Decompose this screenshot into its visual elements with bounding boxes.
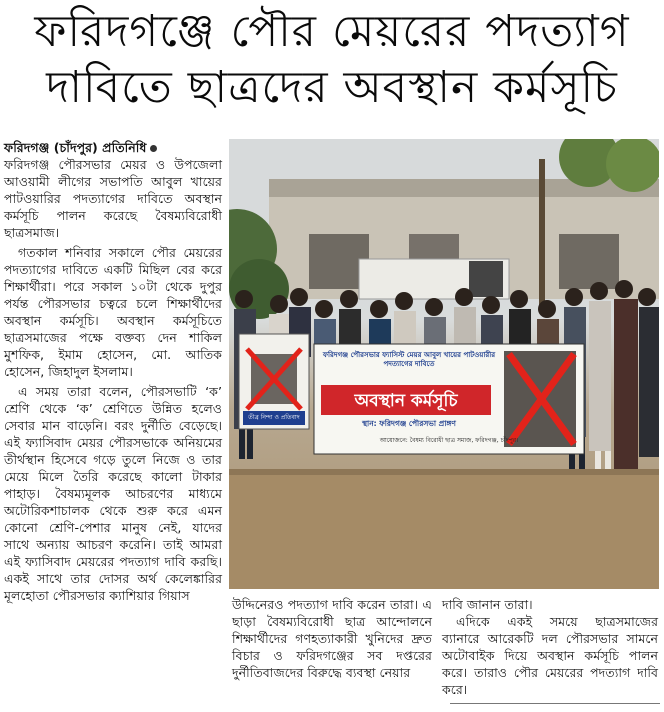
article-paragraph-2: গতকাল শনিবার সকালে পৌর মেয়রের পদত্যাগের দাবিতে একটি মিছিল বের করে শিক্ষার্থীরা। পরে সকাল ১০টা থেকে দুপুর পর্যন্ত পৌরসভার চত্বরে চলে শিক্ষার্থীদের অবস্থান কর্মসূচি। অবস্থান কর্মসূচিতে ছাত্রসমাজের পক্ষে বক্তব্য দেন শাকিল মুশফিক, ইমাম হোসেন, মো. আতিক হোসেন, জিহাদুল ইসলাম।	[4, 245, 222, 379]
banner-main-text: অবস্থান কর্মসূচি	[354, 391, 458, 411]
byline: ফরিদগঞ্জ (চাঁদপুর) প্রতিনিধি	[4, 139, 222, 156]
article-bottom-paragraph: এদিকে একই সময়ে ছাত্রসমাজের ব্যানারে আরেকটি দল পৌরসভার সামনে অটোবাইক দিয়ে অবস্থান কর্মসূচি পালন করে। তারাও পৌর মেয়রের পদত্যাগ দাবি করে।	[442, 614, 658, 697]
news-photo	[229, 139, 659, 589]
divider-line	[450, 703, 660, 704]
banner-location-text: স্থান: ফরিদগঞ্জ পৌরসভা প্রাঙ্গণ	[362, 419, 456, 428]
headline-line-1: ফরিদগঞ্জে পৌর মেয়রের পদত্যাগ	[34, 6, 630, 57]
bullet-icon	[150, 145, 157, 152]
article-bottom-column-1: উদ্দিনেরও পদত্যাগ দাবি করেন তারা। এ ছাড়া বৈষম্যবিরোধী ছাত্র আন্দোলনে শিক্ষার্থীদের গণহত্যাকারী খুনিদের দ্রুত বিচার ও ফরিদগঞ্জের সব দপ্তরের দুর্নীতিবাজদের বিরুদ্ধে ব্যবস্থা নেয়ার	[232, 597, 432, 680]
banner-top-text: ফরিদগঞ্জ পৌরসভার ফ্যাসিস্ট মেয়র আবুল খায়ের পাটওয়ারীর পদত্যাগের দাবিতে	[322, 351, 496, 368]
sign-bottom-text: তীব্র নিন্দা ও প্রতিবাদ	[248, 414, 300, 421]
article-left-column	[4, 139, 222, 604]
headline-line-2: দাবিতে ছাত্রদের অবস্থান কর্মসূচি	[46, 62, 618, 113]
article-bottom-line: দাবি জানান তারা।	[442, 597, 533, 612]
banner-footer-text: আয়োজনে: বৈষম্য বিরোধী ছাত্র সমাজ, ফরিদগঞ্জ, চাঁদপুর।	[379, 437, 519, 444]
article-bottom-column-2	[442, 596, 658, 698]
article-paragraph-3: এ সময় তারা বলেন, পৌরসভাটি ‘ক’ শ্রেণি থেকে ‘ক’ শ্রেণিতে উন্নিত হলেও সেবার মান বাড়েনি। বরং দুর্নীতি বেড়েছে। এই ফ্যাসিবাদ মেয়র পৌরসভাকে অনিয়মের তীর্থস্থান হিসেবে গড়ে তুলে নিজে ও তার মেয়ে মিলে তৈরি করেছে কালো টাকার পাহাড়। বৈষম্যমূলক আচরণের মাধ্যমে অটোরিকশাচালক থেকে শুরু করে এমন কোনো শ্রেণি-পেশার মানুষ নেই, যাদের সাথে অন্যায় আচরণ করেনি। তাই আমরা এই ফ্যাসিবাদ মেয়রের পদত্যাগ দাবি করছি। একই সাথে তার দোসর অর্থ কেলেঙ্কারির মূলহোতা পৌরসভার ক্যাশিয়ার গিয়াস	[4, 384, 222, 603]
article-paragraph-1: ফরিদগঞ্জ পৌরসভার মেয়র ও উপজেলা আওয়ামী লীগের সভাপতি আবুল খায়ের পাটওয়ারির পদত্যাগের দাবিতে অবস্থান কর্মসূচি পালন করেছে বৈষম্যবিরোধী ছাত্রসমাজ।	[4, 157, 222, 240]
